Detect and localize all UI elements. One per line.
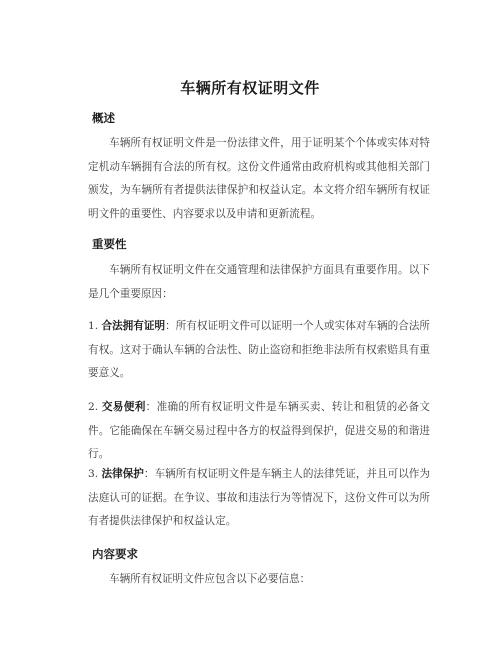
list-item xyxy=(88,396,430,467)
section-heading-overview: 概述 xyxy=(92,111,115,125)
section-heading-importance: 重要性 xyxy=(92,237,127,251)
document-title: 车辆所有权证明文件 xyxy=(180,79,320,97)
list-item-number: 2. xyxy=(88,401,99,413)
list-item xyxy=(88,315,430,386)
list-item-text: ：所有权证明文件可以证明一个人或实体对车辆的合法所有权。这对于确认车辆的合法性、防止盗窃和拒绝非法所有权索赔具有重要意义。 xyxy=(88,320,431,379)
overview-paragraph: 车辆所有权证明文件是一份法律文件，用于证明某个个体或实体对特定机动车辆拥有合法的所有权。这份文件通常由政府机构或其他相关部门颁发，为车辆所有者提供法律保护和权益认定。本文将介绍车辆所有权证明文件的重要性、内容要求以及申请和更新流程。 xyxy=(88,137,430,220)
list-item-number: 3. xyxy=(88,468,99,480)
content-requirements-paragraph: 车辆所有权证明文件应包含以下必要信息： xyxy=(109,573,311,585)
list-item-label: 合法拥有证明 xyxy=(101,320,166,332)
list-item-text: ：车辆所有权证明文件是车辆主人的法律凭证，并且可以作为法庭认可的证据。在争议、事故和违法行为等情况下，这份文件可以为所有者提供法律保护和权益认定。 xyxy=(88,468,430,527)
list-item-label: 交易便利 xyxy=(101,401,146,413)
list-item xyxy=(88,463,430,534)
list-item-text: ：准确的所有权证明文件是车辆买卖、转让和租赁的必备文件。它能确保在车辆交易过程中各方的权益得到保护，促进交易的和谐进行。 xyxy=(88,401,431,460)
importance-intro-paragraph: 车辆所有权证明文件在交通管理和法律保护方面具有重要作用。以下是几个重要原因： xyxy=(88,264,430,300)
list-item-label: 法律保护 xyxy=(101,468,144,480)
section-heading-content-requirements: 内容要求 xyxy=(92,547,138,561)
list-item-number: 1. xyxy=(88,320,99,332)
